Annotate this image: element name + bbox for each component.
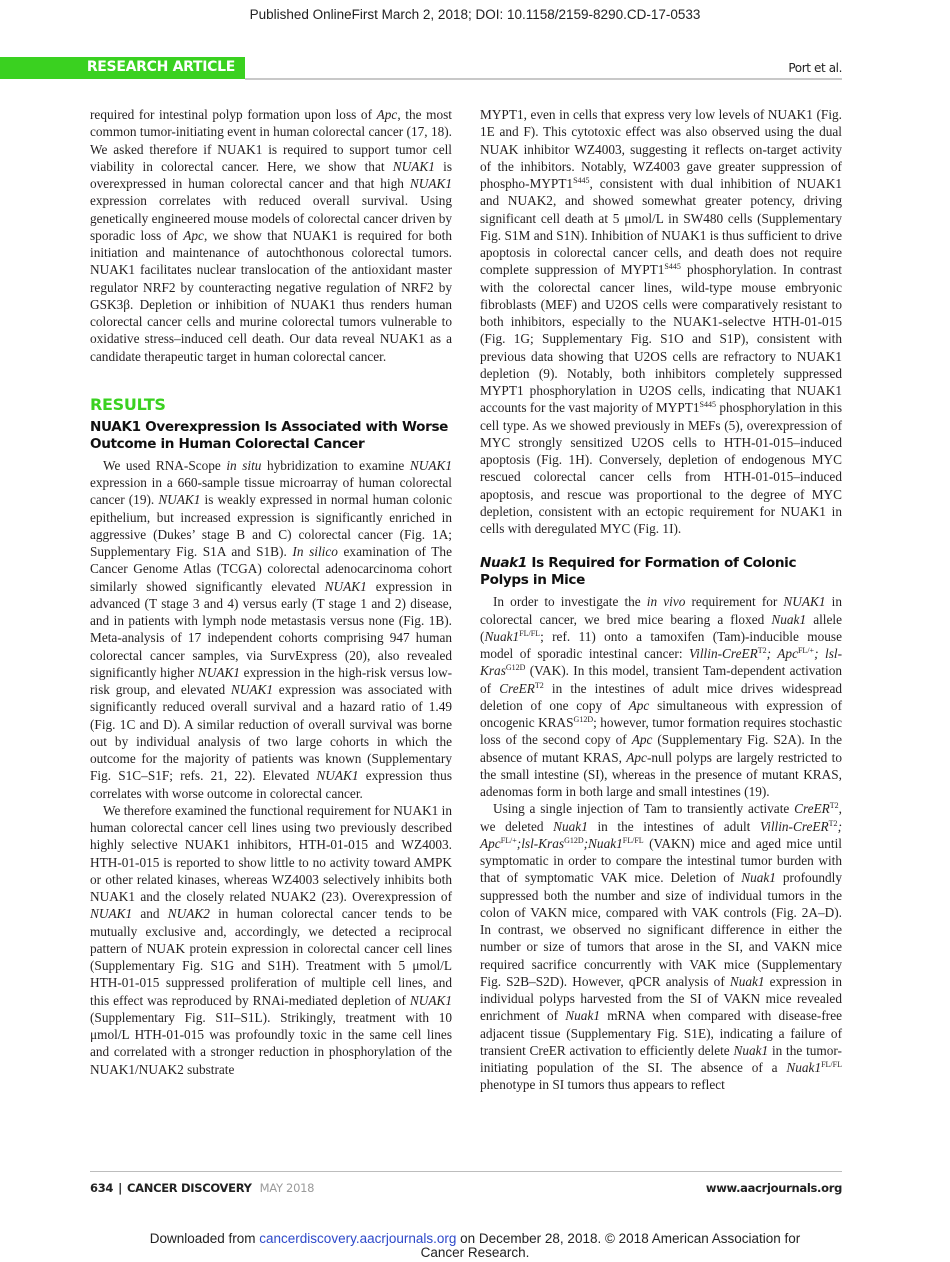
text-run: is overexpressed in human colorectal cancer and that high — [90, 158, 452, 191]
right-column — [480, 106, 842, 1094]
body-paragraph — [90, 802, 452, 1078]
text-run: -null polyps are largely restricted to the small intestine (SI), whereas in the presence of mutant KRAS, adenomas form in both large and small intestines (19). — [480, 749, 842, 799]
italic-term: Villin-CreER — [759, 818, 829, 834]
text-run: , we deleted — [480, 801, 842, 834]
italic-term: NUAK1 — [392, 158, 435, 174]
italic-term: Nuak1 — [733, 1042, 769, 1058]
superscript: FL/FL — [821, 1060, 842, 1069]
results-heading: RESULTS — [90, 394, 166, 414]
superscript: FL/FL — [622, 835, 644, 845]
text-run: requirement for — [685, 594, 784, 610]
download-line-2: Cancer Research. — [420, 1245, 530, 1260]
section-label: RESEARCH ARTICLE — [86, 59, 235, 75]
text-run: in the intestines of adult — [587, 818, 760, 834]
text-run: In order to investigate the — [493, 594, 647, 610]
italic-term: NUAK1 — [90, 906, 133, 922]
text-run: Is Required for Formation of Colonic Polyps in Mice — [480, 555, 797, 589]
italic-term: Nuak1 — [729, 973, 765, 989]
body-paragraph — [90, 457, 452, 802]
text-run: in the tumor-initiating population of the SI. The absence of a — [480, 1042, 842, 1075]
published-online-first-line: Published OnlineFirst March 2, 2018; DOI: 10.1158/2159-8290.CD-17-0533 — [249, 7, 701, 22]
italic-term: In silico — [292, 544, 338, 559]
italic-term: in situ — [226, 457, 262, 473]
body-paragraph — [480, 593, 842, 800]
superscript: FL/+ — [500, 835, 517, 845]
subheading-nuak1-overexpression: NUAK1 Overexpression Is Associated with Worse Outcome in Human Colorectal Cancer — [90, 418, 449, 452]
italic-term: Nuak1 — [553, 818, 588, 834]
text-run: phosphorylation in this cell type. As we showed previously in MEFs (5), overexpression of MYC strongly sensitized U2OS cells to HTH-01-015–induced apoptosis (Fig. 1H). Conversely, depletion of endogenous MYC rescued colorectal cancer cells from HTH-01-015–induced apoptosis, and rescue was proportional to the degree of MYC depletion, consistent with an ectopic requirement for NUAK1 in cells with deregulated MYC (Fig. 1I). — [480, 400, 842, 536]
text-run: (VAK). In this model, transient Tam-dependent activation of — [480, 663, 842, 696]
download-suffix: on December 28, 2018. © 2018 American Association for — [456, 1231, 801, 1246]
italic-term: Nuak1 — [480, 555, 527, 572]
italic-term: NUAK1 — [158, 492, 201, 508]
italic-term: Apc — [631, 732, 653, 748]
text-run: , consistent with dual inhibition of NUAK1 and NUAK2, and showed somewhat greater potency, driving significant cell death at 5 μmol/L in SW480 cells (Supplementary Fig. S1M and S1N). Inhibition of NUAK1 is thus sufficient to drive apoptosis in colorectal cancer cells, and death does not require complete suppression of MYPT1 — [480, 176, 842, 278]
body-paragraph — [480, 800, 842, 1093]
issue-date: MAY 2018 — [259, 1181, 315, 1195]
text-run: MYPT1, even in cells that express very low levels of NUAK1 (Fig. 1E and F). This cytotoxic effect was also observed using the dual NUAK inhibitor WZ4003, suggesting it reflects on-target activity of the inhibitors. Notably, WZ4003 gave greater suppression of phospho-MYPT1 — [480, 107, 842, 191]
running-author: Port et al. — [788, 61, 842, 75]
section-label-bar — [0, 57, 245, 79]
text-run: examination of The Cancer Genome Atlas (TCGA) colorectal adenocarcinoma cohort similarly showed significantly elevated — [90, 544, 452, 594]
superscript: S445 — [573, 176, 590, 185]
italic-term: NUAK1 — [197, 664, 240, 680]
text-run: required for intestinal polyp formation upon loss of — [90, 107, 377, 122]
download-notice — [0, 1232, 950, 1260]
italic-term: NUAK1 — [409, 176, 452, 191]
journal-link[interactable]: cancerdiscovery.aacrjournals.org — [259, 1231, 457, 1246]
italic-term: ; lsl-Kras — [480, 646, 842, 679]
text-run: expression in advanced (T stage 3 and 4) versus early (T stage 1 and 2) disease, and in patients with lymph node metastasis versus none (Fig. 1B). Meta-analysis of 17 independent cohorts comprising 947 human colorectal cancer samples, via SurvExpress (20), also revealed significantly higher — [90, 578, 452, 680]
text-run: expression thus correlates with worse outcome in colorectal cancer. — [90, 768, 452, 801]
italic-term: Nuak1 — [741, 870, 776, 886]
italic-term: CreER — [499, 680, 535, 696]
download-prefix: Downloaded from — [149, 1231, 260, 1246]
text-run: expression in a 660-sample tissue microarray of human colorectal cancer (19). — [90, 475, 452, 508]
text-run: , we show that NUAK1 is required for both initiation and maintenance of autochthonous colorectal tumors. NUAK1 facilitates nuclear translocation of the antioxidant master regulator NRF2 by counteracting negative regulation of NRF2 by GSK3β. Depletion or inhibition of NUAK1 thus renders human colorectal cancer cells and murine colorectal tumors vulnerable to oxidative stress–induced cell death. Our data reveal NUAK1 as a candidate therapeutic target in human colorectal cancer. — [90, 227, 452, 364]
superscript: FL/+ — [797, 646, 815, 655]
italic-term: NUAK1 — [316, 768, 359, 784]
text-run: mRNA when compared with disease-free adjacent tissue (Supplementary Fig. S1E), indicating a failure of transient CreER activation to efficiently delete — [480, 1008, 842, 1058]
superscript: FL/FL — [519, 628, 541, 638]
italic-term: Nuak1 — [565, 1008, 600, 1024]
superscript: S445 — [664, 262, 681, 272]
italic-term: Apc — [183, 227, 204, 243]
italic-term: Villin-CreER — [689, 646, 758, 661]
italic-term: NUAK1 — [783, 594, 826, 610]
text-run: Using a single injection of Tam to transiently activate — [493, 801, 795, 817]
text-run: (Supplementary Fig. S2A). In the absence of mutant KRAS, — [480, 732, 842, 765]
text-run: (Supplementary Fig. S1I–S1L). Strikingly, treatment with 10 μmol/L HTH-01-015 was profoundly toxic in the same cell lines and correlated with a stronger reduction in phosphorylation of the NUAK1/NUAK2 substrate — [90, 1009, 452, 1077]
left-column — [90, 106, 452, 1078]
text-run: phosphorylation. In contrast with the colorectal cancer lines, wild-type mouse embryonic fibroblasts (MEF) and U2OS cells were comparatively resistant to both inhibitors, especially to the NUAK1-selectve HTH-01-015 (Fig. 1G; Supplementary Fig. S1O and S1P), consistent with previous data showing that U2OS cells are refractory to NUAK1 depletion (9). Notably, both inhibitors completely suppressed MYPT1 phosphorylation in U2OS cells, indicating that NUAK1 accounts for the vast majority of MYPT1 — [480, 262, 843, 416]
footer-separator: | — [118, 1181, 123, 1195]
superscript: T2 — [757, 646, 767, 655]
text-run: We used RNA-Scope — [103, 457, 227, 473]
italic-term: ;Nuak1 — [583, 835, 623, 851]
text-run: expression in individual polyps harvested from the SI of VAKN mice revealed enrichment of — [480, 973, 842, 1024]
text-run: is weakly expressed in normal human colonic epithelium, but increased expression is significantly enriched in aggressive (Dukes’ stage B and C) colorectal cancer (Fig. 1A; Supplementary Fig. S1A and S1B). — [90, 492, 452, 559]
text-run: and — [132, 906, 168, 922]
text-run: in human colorectal cancer tends to be mutually exclusive and, accordingly, we detected a reciprocal pattern of NUAK protein expression in colorectal cancer cell lines (Supplementary Fig. S1G and S1H). Treatment with 5 μmol/L HTH-01-015 suppressed proliferation of multiple cell lines, and this effect was reproduced by RNAi-mediated depletion of — [90, 906, 452, 1008]
journal-name: CANCER DISCOVERY — [127, 1181, 252, 1195]
italic-term: in vivo — [646, 594, 686, 610]
italic-term: Apc — [376, 107, 398, 122]
page-number: 634 — [90, 1181, 114, 1195]
body-paragraph — [480, 106, 842, 537]
italic-term: NUAK1 — [409, 457, 452, 473]
text-run: ; however, tumor formation requires stochastic loss of the second copy of — [480, 715, 842, 748]
superscript: T2 — [534, 680, 544, 690]
text-run: in colorectal cancer, we bred mice bearing a floxed — [480, 594, 842, 627]
journal-website: www.aacrjournals.org — [705, 1181, 842, 1195]
italic-term: ; Apc — [480, 818, 842, 851]
italic-term: Apc — [628, 697, 650, 713]
text-run: , the most common tumor-initiating event in human colorectal cancer (17, 18). We asked therefore if NUAK1 is required to support tumor cell viability in colorectal cancer. Here, we show that — [90, 107, 453, 174]
italic-term: NUAK1 — [230, 682, 274, 697]
footer-divider — [90, 1171, 842, 1172]
text-run: (VAKN) mice and aged mice until symptomatic in order to compare the intestinal tumor burden with that of symptomatic VAK mice. Deletion of — [480, 835, 842, 886]
header-divider — [245, 78, 842, 80]
text-run: We therefore examined the functional requirement for NUAK1 in human colorectal cancer cell lines using two previously described highly selective NUAK1 inhibitors, HTH-01-015 and WZ4003. HTH-01-015 is reported to show little to no activity toward AMPK or other related kinases, whereas WZ4003 selectively inhibits both NUAK1 and the closely related NUAK2 (23). Overexpression of — [90, 802, 452, 904]
italic-term: NUAK1 — [409, 992, 452, 1008]
text-run: expression was associated with significantly reduced overall survival and a hazard ratio of 1.49 (Fig. 1C and D). A similar reduction of overall survival was borne out by individual analysis of two large cohorts in which the outcome for the majority of patients was known (Supplementary Fig. S1C–S1F; refs. 21, 22). Elevated — [90, 682, 452, 784]
text-run: phenotype in SI tumors thus appears to reflect — [480, 1077, 725, 1093]
text-run: hybridization to examine — [261, 457, 410, 473]
superscript: G12D — [564, 835, 584, 845]
superscript: S445 — [699, 400, 716, 410]
italic-term: NUAK2 — [167, 906, 210, 922]
superscript: G12D — [505, 663, 526, 673]
italic-term: ; Apc — [766, 646, 798, 661]
text-run: ; ref. 11) onto a tamoxifen (Tam)-inducible mouse model of sporadic intestinal cancer: — [480, 628, 842, 661]
footer-journal-info — [90, 1181, 314, 1195]
superscript: T2 — [828, 818, 838, 828]
italic-term: Apc — [626, 749, 647, 765]
italic-term: Nuak1 — [786, 1060, 822, 1075]
text-run: simultaneous with expression of oncogenic KRAS — [480, 697, 842, 730]
text-run: expression correlates with reduced overall survival. Using genetically engineered mouse models of colorectal cancer driven by sporadic loss of — [90, 193, 452, 243]
text-run: allele ( — [480, 611, 842, 644]
superscript: T2 — [829, 801, 839, 811]
subheading-nuak1-required — [480, 555, 842, 589]
italic-term: ;lsl-Kras — [516, 835, 565, 851]
superscript: G12D — [573, 715, 594, 724]
italic-term: CreER — [794, 801, 830, 817]
intro-paragraph — [90, 106, 452, 365]
text-run: profoundly suppressed both the number and size of individual tumors in the colon of VAKN mice, compared with VAK controls (Fig. 2A–D). In contrast, we observed no significant difference in either the number or size of tumors that arose in the SI, and VAKN mice required sacrifice concurrently with VAK mice (Supplementary Fig. S2B–S2D). However, qPCR analysis of — [480, 870, 842, 989]
text-run: in the intestines of adult mice drives widespread deletion of one copy of — [480, 680, 842, 713]
italic-term: NUAK1 — [324, 578, 367, 594]
text-run: expression in the high-risk versus low-risk group, and elevated — [90, 664, 452, 697]
italic-term: Nuak1 — [771, 611, 807, 627]
italic-term: Nuak1 — [484, 628, 520, 644]
